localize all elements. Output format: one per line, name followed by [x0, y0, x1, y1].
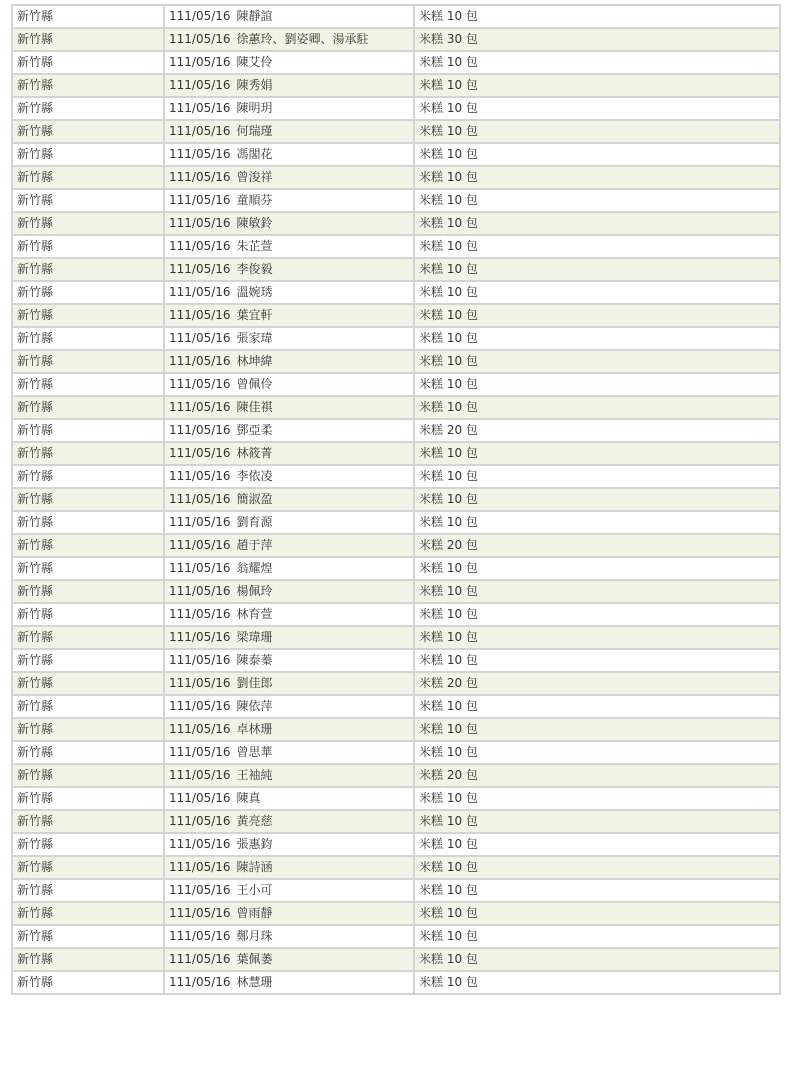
table-row — [12, 948, 780, 971]
table-row — [12, 718, 780, 741]
donation-item-cell: 米糕 10 包 — [414, 74, 780, 97]
date-name-cell — [164, 511, 414, 534]
date-name-cell — [164, 971, 414, 994]
donation-date: 111/05/16 — [169, 331, 231, 345]
date-name-cell — [164, 442, 414, 465]
donation-item-cell: 米糕 10 包 — [414, 396, 780, 419]
date-name-cell — [164, 304, 414, 327]
donation-date: 111/05/16 — [169, 975, 231, 989]
date-name-cell — [164, 810, 414, 833]
donor-name: 曾雨靜 — [236, 906, 273, 920]
donor-name: 簡淑盈 — [236, 492, 273, 506]
donation-date: 111/05/16 — [169, 676, 231, 690]
county-cell: 新竹縣 — [12, 258, 164, 281]
table-row — [12, 120, 780, 143]
date-name-cell — [164, 580, 414, 603]
donor-name: 陳依萍 — [236, 699, 273, 713]
table-row — [12, 350, 780, 373]
donation-date: 111/05/16 — [169, 446, 231, 460]
donor-name: 鄭月珠 — [236, 929, 273, 943]
donation-date: 111/05/16 — [169, 78, 231, 92]
county-cell: 新竹縣 — [12, 373, 164, 396]
donation-item-cell: 米糕 20 包 — [414, 764, 780, 787]
donation-item-cell: 米糕 10 包 — [414, 971, 780, 994]
donation-date: 111/05/16 — [169, 492, 231, 506]
county-cell: 新竹縣 — [12, 212, 164, 235]
donation-date: 111/05/16 — [169, 515, 231, 529]
county-cell: 新竹縣 — [12, 74, 164, 97]
date-name-cell — [164, 350, 414, 373]
donation-date: 111/05/16 — [169, 32, 231, 46]
donation-date: 111/05/16 — [169, 630, 231, 644]
donor-name: 曾浚祥 — [236, 170, 273, 184]
county-cell: 新竹縣 — [12, 442, 164, 465]
donation-date: 111/05/16 — [169, 860, 231, 874]
table-row — [12, 695, 780, 718]
table-row — [12, 488, 780, 511]
donation-item-cell: 米糕 10 包 — [414, 120, 780, 143]
date-name-cell — [164, 902, 414, 925]
donation-table-body — [12, 5, 780, 994]
county-cell: 新竹縣 — [12, 5, 164, 28]
donor-name: 鄧亞柔 — [236, 423, 273, 437]
donation-item-cell: 米糕 20 包 — [414, 419, 780, 442]
donor-name: 張家瑋 — [236, 331, 273, 345]
donation-date: 111/05/16 — [169, 308, 231, 322]
donor-name: 葉宜軒 — [236, 308, 273, 322]
donation-date: 111/05/16 — [169, 400, 231, 414]
donation-table — [11, 4, 781, 995]
table-row — [12, 764, 780, 787]
donation-item-cell: 米糕 10 包 — [414, 649, 780, 672]
donation-date: 111/05/16 — [169, 791, 231, 805]
donation-item-cell: 米糕 10 包 — [414, 189, 780, 212]
donor-name: 曾思華 — [236, 745, 273, 759]
donation-item-cell: 米糕 10 包 — [414, 833, 780, 856]
donation-date: 111/05/16 — [169, 285, 231, 299]
donor-name: 林慧珊 — [236, 975, 273, 989]
date-name-cell — [164, 626, 414, 649]
table-row — [12, 419, 780, 442]
donor-name: 何瑞瑾 — [236, 124, 273, 138]
date-name-cell — [164, 672, 414, 695]
table-row — [12, 51, 780, 74]
county-cell: 新竹縣 — [12, 718, 164, 741]
donor-name: 陳靜誼 — [236, 9, 273, 23]
donor-name: 黃亮慈 — [236, 814, 273, 828]
county-cell: 新竹縣 — [12, 304, 164, 327]
county-cell: 新竹縣 — [12, 948, 164, 971]
donation-item-cell: 米糕 10 包 — [414, 718, 780, 741]
donor-name: 陳敏鈴 — [236, 216, 273, 230]
date-name-cell — [164, 281, 414, 304]
table-row — [12, 879, 780, 902]
date-name-cell — [164, 879, 414, 902]
donor-name: 陳真 — [236, 791, 261, 805]
date-name-cell — [164, 764, 414, 787]
date-name-cell — [164, 373, 414, 396]
table-row — [12, 856, 780, 879]
donation-item-cell: 米糕 20 包 — [414, 672, 780, 695]
county-cell: 新竹縣 — [12, 327, 164, 350]
table-row — [12, 235, 780, 258]
donor-name: 徐蕙玲、劉姿卿、湯承駐 — [236, 32, 369, 46]
table-row — [12, 212, 780, 235]
table-row — [12, 511, 780, 534]
date-name-cell — [164, 948, 414, 971]
date-name-cell — [164, 649, 414, 672]
donation-date: 111/05/16 — [169, 239, 231, 253]
date-name-cell — [164, 5, 414, 28]
date-name-cell — [164, 143, 414, 166]
table-row — [12, 442, 780, 465]
donation-date: 111/05/16 — [169, 906, 231, 920]
county-cell: 新竹縣 — [12, 189, 164, 212]
donor-name: 朱芷萱 — [236, 239, 273, 253]
donation-date: 111/05/16 — [169, 607, 231, 621]
donation-item-cell: 米糕 10 包 — [414, 97, 780, 120]
donor-name: 翁耀煌 — [236, 561, 273, 575]
donation-item-cell: 米糕 10 包 — [414, 143, 780, 166]
table-row — [12, 189, 780, 212]
donor-name: 卓林珊 — [236, 722, 273, 736]
county-cell: 新竹縣 — [12, 235, 164, 258]
county-cell: 新竹縣 — [12, 580, 164, 603]
county-cell: 新竹縣 — [12, 488, 164, 511]
table-row — [12, 28, 780, 51]
date-name-cell — [164, 327, 414, 350]
donation-item-cell: 米糕 10 包 — [414, 511, 780, 534]
donor-name: 馮閣花 — [236, 147, 273, 161]
date-name-cell — [164, 74, 414, 97]
donation-item-cell: 米糕 10 包 — [414, 281, 780, 304]
donor-name: 劉佳郎 — [236, 676, 273, 690]
county-cell: 新竹縣 — [12, 833, 164, 856]
date-name-cell — [164, 97, 414, 120]
donor-name: 劉育源 — [236, 515, 273, 529]
table-row — [12, 74, 780, 97]
date-name-cell — [164, 258, 414, 281]
county-cell: 新竹縣 — [12, 695, 164, 718]
county-cell: 新竹縣 — [12, 28, 164, 51]
donation-date: 111/05/16 — [169, 354, 231, 368]
table-row — [12, 925, 780, 948]
donation-date: 111/05/16 — [169, 538, 231, 552]
donation-item-cell: 米糕 10 包 — [414, 166, 780, 189]
county-cell: 新竹縣 — [12, 672, 164, 695]
donor-name: 張惠鈞 — [236, 837, 273, 851]
table-row — [12, 373, 780, 396]
donor-name: 趙于萍 — [236, 538, 273, 552]
county-cell: 新竹縣 — [12, 143, 164, 166]
table-row — [12, 557, 780, 580]
date-name-cell — [164, 396, 414, 419]
county-cell: 新竹縣 — [12, 925, 164, 948]
table-row — [12, 143, 780, 166]
donation-item-cell: 米糕 10 包 — [414, 626, 780, 649]
date-name-cell — [164, 557, 414, 580]
donation-date: 111/05/16 — [169, 699, 231, 713]
donor-name: 李依凌 — [236, 469, 273, 483]
donation-date: 111/05/16 — [169, 745, 231, 759]
donation-date: 111/05/16 — [169, 170, 231, 184]
donation-item-cell: 米糕 10 包 — [414, 350, 780, 373]
date-name-cell — [164, 741, 414, 764]
donor-name: 陳泰蓁 — [236, 653, 273, 667]
county-cell: 新竹縣 — [12, 764, 164, 787]
donation-date: 111/05/16 — [169, 55, 231, 69]
date-name-cell — [164, 28, 414, 51]
date-name-cell — [164, 212, 414, 235]
donation-date: 111/05/16 — [169, 561, 231, 575]
donation-item-cell: 米糕 10 包 — [414, 488, 780, 511]
donor-name: 林坤緯 — [236, 354, 273, 368]
donation-item-cell: 米糕 10 包 — [414, 695, 780, 718]
donation-date: 111/05/16 — [169, 216, 231, 230]
county-cell: 新竹縣 — [12, 97, 164, 120]
donor-name: 陳秀娟 — [236, 78, 273, 92]
county-cell: 新竹縣 — [12, 856, 164, 879]
donation-date: 111/05/16 — [169, 262, 231, 276]
table-row — [12, 787, 780, 810]
donation-item-cell: 米糕 10 包 — [414, 902, 780, 925]
county-cell: 新竹縣 — [12, 787, 164, 810]
county-cell: 新竹縣 — [12, 557, 164, 580]
county-cell: 新竹縣 — [12, 396, 164, 419]
table-row — [12, 281, 780, 304]
donation-item-cell: 米糕 10 包 — [414, 787, 780, 810]
table-row — [12, 626, 780, 649]
date-name-cell — [164, 787, 414, 810]
county-cell: 新竹縣 — [12, 281, 164, 304]
table-row — [12, 649, 780, 672]
donation-item-cell: 米糕 30 包 — [414, 28, 780, 51]
table-row — [12, 672, 780, 695]
donor-name: 梁瑋珊 — [236, 630, 273, 644]
date-name-cell — [164, 534, 414, 557]
table-row — [12, 465, 780, 488]
date-name-cell — [164, 189, 414, 212]
date-name-cell — [164, 488, 414, 511]
donation-date: 111/05/16 — [169, 469, 231, 483]
donation-date: 111/05/16 — [169, 653, 231, 667]
date-name-cell — [164, 235, 414, 258]
table-row — [12, 166, 780, 189]
table-row — [12, 810, 780, 833]
table-row — [12, 534, 780, 557]
donation-item-cell: 米糕 10 包 — [414, 925, 780, 948]
donor-name: 王袖純 — [236, 768, 273, 782]
donation-item-cell: 米糕 10 包 — [414, 741, 780, 764]
county-cell: 新竹縣 — [12, 511, 164, 534]
table-row — [12, 603, 780, 626]
date-name-cell — [164, 419, 414, 442]
date-name-cell — [164, 833, 414, 856]
donation-item-cell: 米糕 10 包 — [414, 810, 780, 833]
county-cell: 新竹縣 — [12, 120, 164, 143]
date-name-cell — [164, 51, 414, 74]
donation-date: 111/05/16 — [169, 837, 231, 851]
donor-name: 陳明玥 — [236, 101, 273, 115]
date-name-cell — [164, 465, 414, 488]
donor-name: 林育萱 — [236, 607, 273, 621]
donation-item-cell: 米糕 10 包 — [414, 373, 780, 396]
county-cell: 新竹縣 — [12, 649, 164, 672]
county-cell: 新竹縣 — [12, 419, 164, 442]
donation-date: 111/05/16 — [169, 883, 231, 897]
donation-item-cell: 米糕 10 包 — [414, 327, 780, 350]
donation-item-cell: 米糕 10 包 — [414, 258, 780, 281]
table-row — [12, 741, 780, 764]
county-cell: 新竹縣 — [12, 626, 164, 649]
county-cell: 新竹縣 — [12, 741, 164, 764]
donation-date: 111/05/16 — [169, 929, 231, 943]
table-row — [12, 580, 780, 603]
donation-item-cell: 米糕 10 包 — [414, 442, 780, 465]
date-name-cell — [164, 856, 414, 879]
donation-date: 111/05/16 — [169, 952, 231, 966]
donation-item-cell: 米糕 10 包 — [414, 948, 780, 971]
table-row — [12, 833, 780, 856]
table-row — [12, 971, 780, 994]
donor-name: 李俊毅 — [236, 262, 273, 276]
donation-date: 111/05/16 — [169, 722, 231, 736]
county-cell: 新竹縣 — [12, 879, 164, 902]
date-name-cell — [164, 695, 414, 718]
table-row — [12, 5, 780, 28]
county-cell: 新竹縣 — [12, 603, 164, 626]
county-cell: 新竹縣 — [12, 971, 164, 994]
donation-date: 111/05/16 — [169, 124, 231, 138]
donation-item-cell: 米糕 10 包 — [414, 557, 780, 580]
donation-item-cell: 米糕 10 包 — [414, 5, 780, 28]
donor-name: 陳佳祺 — [236, 400, 273, 414]
donor-name: 曾佩伶 — [236, 377, 273, 391]
donation-date: 111/05/16 — [169, 101, 231, 115]
donation-date: 111/05/16 — [169, 814, 231, 828]
table-row — [12, 97, 780, 120]
donation-date: 111/05/16 — [169, 423, 231, 437]
donation-item-cell: 米糕 10 包 — [414, 879, 780, 902]
donation-item-cell: 米糕 10 包 — [414, 212, 780, 235]
county-cell: 新竹縣 — [12, 810, 164, 833]
donation-item-cell: 米糕 10 包 — [414, 51, 780, 74]
county-cell: 新竹縣 — [12, 465, 164, 488]
table-row — [12, 902, 780, 925]
county-cell: 新竹縣 — [12, 534, 164, 557]
donor-name: 陳詩涵 — [236, 860, 273, 874]
table-row — [12, 304, 780, 327]
table-row — [12, 327, 780, 350]
donation-item-cell: 米糕 10 包 — [414, 465, 780, 488]
county-cell: 新竹縣 — [12, 166, 164, 189]
table-row — [12, 258, 780, 281]
date-name-cell — [164, 120, 414, 143]
donor-name: 陳艾伶 — [236, 55, 273, 69]
donor-name: 葉佩萎 — [236, 952, 273, 966]
date-name-cell — [164, 603, 414, 626]
donation-date: 111/05/16 — [169, 768, 231, 782]
donor-name: 楊佩玲 — [236, 584, 273, 598]
donation-table-container — [11, 4, 779, 995]
donation-item-cell: 米糕 10 包 — [414, 580, 780, 603]
county-cell: 新竹縣 — [12, 350, 164, 373]
donation-item-cell: 米糕 10 包 — [414, 235, 780, 258]
donation-date: 111/05/16 — [169, 193, 231, 207]
date-name-cell — [164, 925, 414, 948]
county-cell: 新竹縣 — [12, 902, 164, 925]
donor-name: 林筱菁 — [236, 446, 273, 460]
donation-date: 111/05/16 — [169, 377, 231, 391]
donation-item-cell: 米糕 20 包 — [414, 534, 780, 557]
donation-item-cell: 米糕 10 包 — [414, 856, 780, 879]
county-cell: 新竹縣 — [12, 51, 164, 74]
donor-name: 王小可 — [236, 883, 273, 897]
donation-item-cell: 米糕 10 包 — [414, 603, 780, 626]
donation-date: 111/05/16 — [169, 584, 231, 598]
table-row — [12, 396, 780, 419]
date-name-cell — [164, 166, 414, 189]
donation-date: 111/05/16 — [169, 9, 231, 23]
donation-date: 111/05/16 — [169, 147, 231, 161]
donor-name: 童順芬 — [236, 193, 273, 207]
donor-name: 溫婉琇 — [236, 285, 273, 299]
donation-item-cell: 米糕 10 包 — [414, 304, 780, 327]
date-name-cell — [164, 718, 414, 741]
